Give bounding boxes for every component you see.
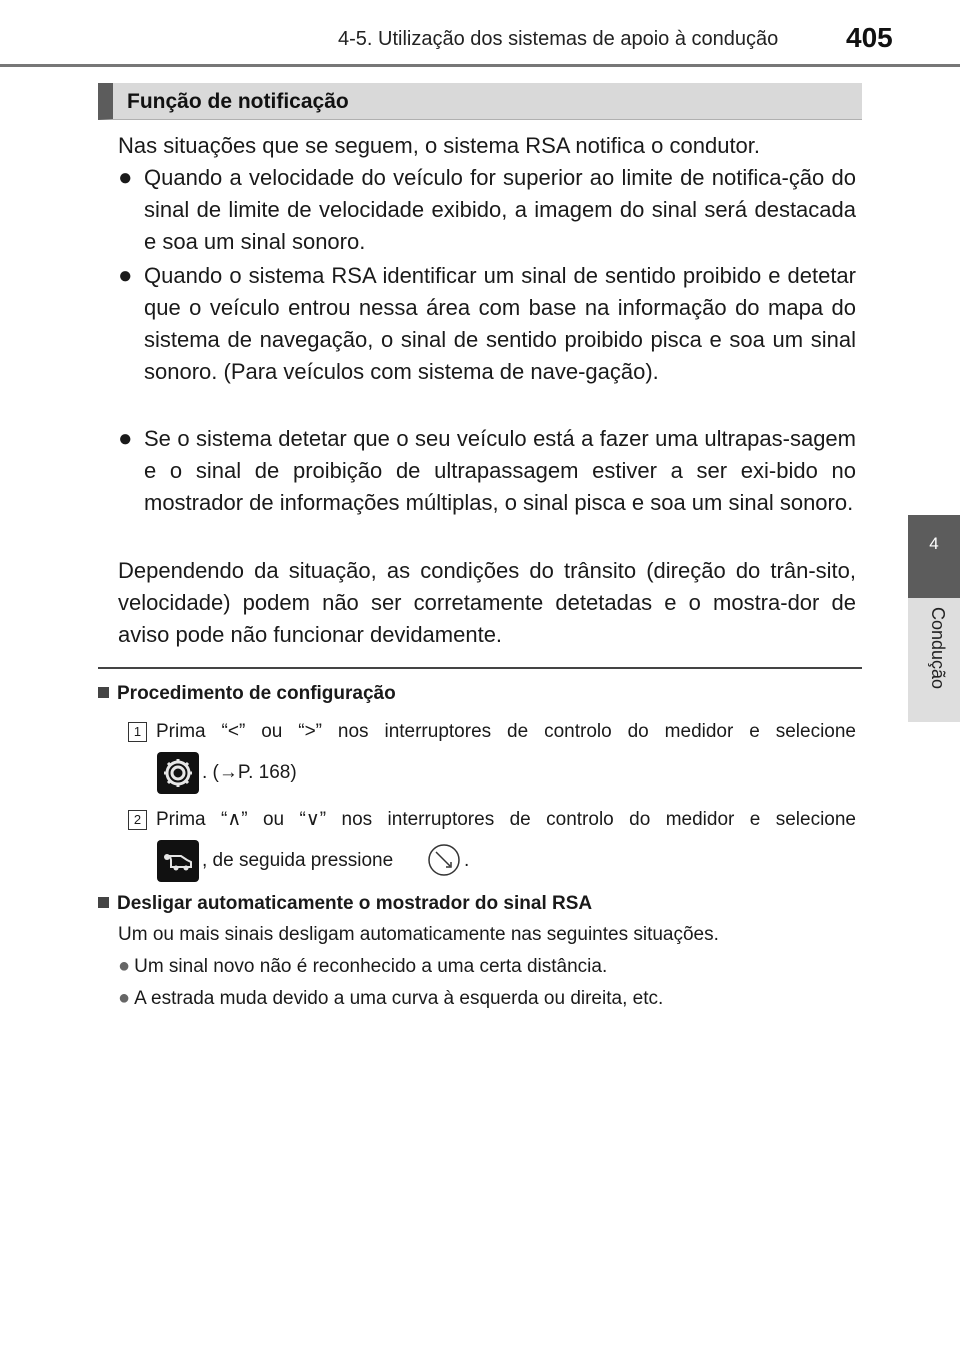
- divider: [98, 667, 862, 669]
- running-header: 4-5. Utilização dos sistemas de apoio à condução: [338, 28, 779, 50]
- bullet-item: [118, 423, 856, 519]
- bullet-dot-icon: ●: [118, 262, 133, 289]
- step-number: 2: [128, 810, 147, 830]
- bullet-item: [118, 260, 856, 388]
- closing-paragraph: Dependendo da situação, as condições do trânsito (direção do trân-sito, velocidade) podem não ser corretamente detetadas e o mostra-dor de aviso pode não funcionar devidamente.: [118, 558, 856, 647]
- bullet-dot-icon: ●: [118, 955, 131, 977]
- step-2: [128, 800, 856, 840]
- bullet-text: Quando a velocidade do veículo for superior ao limite de notifica-ção do sinal de limite de velocidade exibido, a imagem do sinal será destacada e soa um sinal sonoro.: [144, 165, 856, 254]
- auto-off-item: ● Um sinal novo não é reconhecido a uma certa distância.: [118, 955, 608, 977]
- auto-off-heading: Desligar automaticamente o mostrador do sinal RSA: [98, 893, 592, 915]
- bullet-dot-icon: ●: [118, 164, 133, 191]
- step-1-ref: . (→P. 168): [202, 762, 297, 783]
- chapter-label: Condução: [928, 607, 948, 690]
- auto-off-item: ● A estrada muda devido a uma curva à esquerda ou direita, etc.: [118, 987, 664, 1009]
- chapter-number: 4: [929, 534, 939, 553]
- bullet-item: [118, 162, 856, 258]
- intro-paragraph: Nas situações que se seguem, o sistema RSA notifica o condutor.: [118, 133, 761, 158]
- page-number: 405: [846, 22, 893, 53]
- auto-off-intro: Um ou mais sinais desligam automaticamente nas seguintes situações.: [118, 924, 719, 945]
- header-rule: [0, 64, 960, 67]
- bullet-dot-icon: ●: [118, 987, 131, 1009]
- step-1: [128, 712, 856, 752]
- square-bullet-icon: [98, 897, 109, 908]
- section-title: Função de notificação: [127, 90, 349, 113]
- settings-gear-icon: [157, 752, 199, 794]
- bullet-dot-icon: ●: [118, 425, 133, 452]
- step-text: Prima “∧” ou “∨” nos interruptores de controlo do medidor e selecione: [156, 809, 856, 830]
- step-text: Prima “<” ou “>” nos interruptores de controlo do medidor e selecione: [156, 721, 856, 742]
- rsa-sign-icon: [157, 840, 199, 882]
- enter-button-icon: [426, 842, 462, 878]
- step-number: 1: [128, 722, 147, 742]
- square-bullet-icon: [98, 687, 109, 698]
- bullet-text: Se o sistema detetar que o seu veículo está a fazer uma ultrapas-sagem e o sinal de proibição de ultrapassagem estiver a ser exi-bido no mostrador de informações múltiplas, o sinal pisca e soa um sinal sonoro.: [144, 426, 856, 515]
- step-2-end: .: [464, 850, 470, 871]
- procedure-heading: Procedimento de configuração: [98, 683, 396, 705]
- step-2-text: , de seguida pressione: [202, 850, 394, 871]
- bullet-text: Quando o sistema RSA identificar um sinal de sentido proibido e detetar que o veículo entrou nessa área com base na informação do mapa do sistema de navegação, o sinal de sentido proibido pisca e soa um sinal sonoro. (Para veículos com sistema de nave-gação).: [144, 263, 856, 384]
- chapter-tab: [908, 515, 960, 598]
- section-header: [98, 83, 862, 120]
